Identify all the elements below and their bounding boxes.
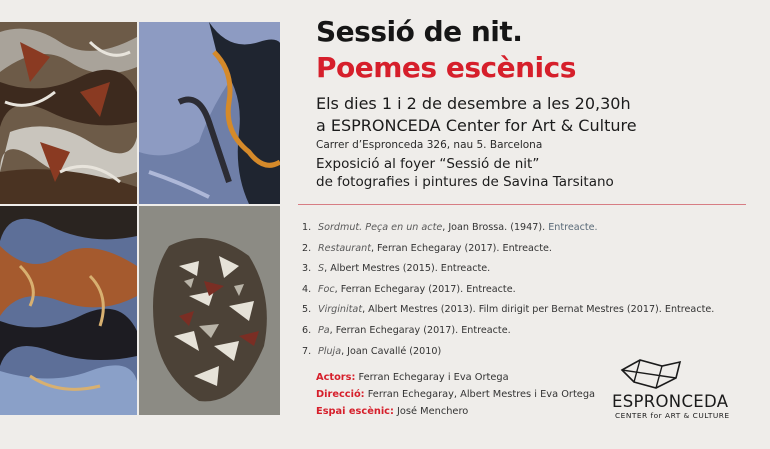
list-item: 4. Foc, Ferran Echegaray (2017). Entreacte. — [302, 283, 516, 295]
list-item: 2. Restaurant, Ferran Echegaray (2017). Entreacte. — [302, 242, 552, 254]
credit-direction: Direcció: Ferran Echegaray, Albert Mestres i Eva Ortega — [316, 389, 596, 400]
credit-stage-design: Espai escènic: José Menchero — [316, 406, 469, 417]
event-address: Carrer d’Espronceda 326, nau 5. Barcelona — [316, 139, 543, 151]
photo-paper-pile — [139, 206, 280, 415]
list-item: 6. Pa, Ferran Echegaray (2017). Entreacte. — [302, 324, 511, 336]
espronceda-logo — [612, 358, 742, 420]
photo-water-blue-orange — [139, 22, 280, 204]
photo-reflection-rust-blue — [0, 206, 137, 415]
espronceda-mark-icon — [620, 358, 682, 390]
list-item: 1. Sordmut. Peça en un acte, Joan Brossa. (1947). Entreacte. — [302, 222, 598, 233]
event-venue: a ESPRONCEDA Center for Art & Culture — [316, 116, 637, 135]
credits — [316, 372, 595, 423]
exhibition-line-1: Exposició al foyer “Sessió de nit” — [316, 156, 540, 172]
program-list — [302, 222, 752, 366]
exhibition-line-2: de fotografies i pintures de Savina Tarsitano — [316, 174, 614, 190]
title-sessio-de-nit: Sessió de nit. — [316, 15, 523, 48]
photo-water-reflection-leaves — [0, 22, 137, 204]
list-item: 7. Pluja, Joan Cavallé (2010) — [302, 345, 442, 357]
list-item: 3. S, Albert Mestres (2015). Entreacte. — [302, 263, 491, 275]
divider-line — [298, 204, 746, 205]
credit-actors: Actors: Ferran Echegaray i Eva Ortega — [316, 372, 509, 383]
title-poemes-escenics: Poemes escènics — [316, 51, 576, 84]
logo-subtitle: CENTER for ART & CULTURE — [615, 411, 730, 420]
list-item: 5. Virginitat, Albert Mestres (2013). Film dirigit per Bernat Mestres (2017). Entreacte. — [302, 304, 715, 316]
photo-collage — [0, 22, 280, 415]
event-dates: Els dies 1 i 2 de desembre a les 20,30h — [316, 94, 631, 113]
logo-name: ESPRONCEDA — [612, 392, 729, 411]
